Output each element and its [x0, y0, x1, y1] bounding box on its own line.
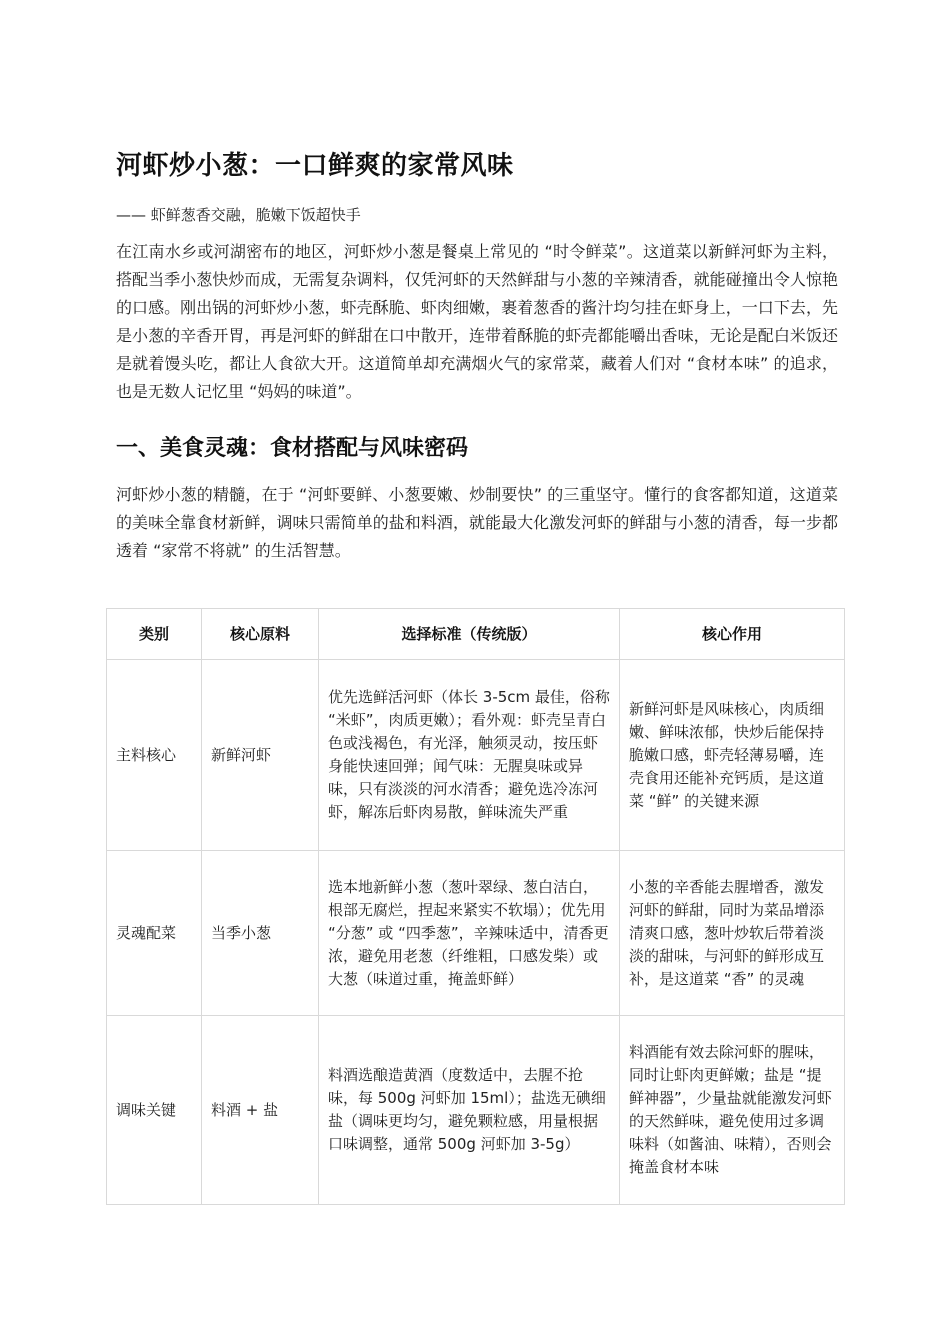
table-row: [107, 851, 845, 1016]
section-heading: 一、美食灵魂：食材搭配与风味密码: [116, 436, 469, 461]
header-role: 核心作用: [620, 609, 845, 660]
cell-category: 主料核心: [107, 660, 202, 851]
header-standard: 选择标准（传统版）: [319, 609, 620, 660]
cell-role: 料酒能有效去除河虾的腥味，同时让虾肉更鲜嫩；盐是 “提鲜神器”，少量盐就能激发河虾的天然鲜味，避免使用过多调味料（如酱油、味精），否则会掩盖食材本味: [620, 1016, 845, 1205]
cell-ingredient: 当季小葱: [202, 851, 319, 1016]
header-category: 类别: [107, 609, 202, 660]
intro-paragraph: 在江南水乡或河湖密布的地区，河虾炒小葱是餐桌上常见的 “时令鲜菜”。这道菜以新鲜河虾为主料，搭配当季小葱快炒而成，无需复杂调料，仅凭河虾的天然鲜甜与小葱的辛辣清香，就能碰撞出令人惊艳的口感。刚出锅的河虾炒小葱，虾壳酥脆、虾肉细嫩，裹着葱香的酱汁均匀挂在虾身上，一口下去，先是小葱的辛香开胃，再是河虾的鲜甜在口中散开，连带着酥脆的虾壳都能嚼出香味，无论是配白米饭还是就着馒头吃，都让人食欲大开。这道简单却充满烟火气的家常菜，藏着人们对 “食材本味” 的追求，也是无数人记忆里 “妈妈的味道”。: [116, 242, 838, 401]
cell-ingredient: 料酒 + 盐: [202, 1016, 319, 1205]
cell-standard: 选本地新鲜小葱（葱叶翠绿、葱白洁白，根部无腐烂，捏起来紧实不软塌）；优先用 “分葱” 或 “四季葱”，辛辣味适中，清香更浓，避免用老葱（纤维粗，口感发柴）或大葱（味道过重，掩盖虾鲜）: [319, 851, 620, 1016]
table-header-row: [107, 609, 845, 660]
cell-role: 新鲜河虾是风味核心，肉质细嫩、鲜味浓郁，快炒后能保持脆嫩口感，虾壳轻薄易嚼，连壳食用还能补充钙质，是这道菜 “鲜” 的关键来源: [620, 660, 845, 851]
cell-role: 小葱的辛香能去腥增香，激发河虾的鲜甜，同时为菜品增添清爽口感，葱叶炒软后带着淡淡的甜味，与河虾的鲜形成互补，是这道菜 “香” 的灵魂: [620, 851, 845, 1016]
section-paragraph: 河虾炒小葱的精髓，在于 “河虾要鲜、小葱要嫩、炒制要快” 的三重坚守。懂行的食客都知道，这道菜的美味全靠食材新鲜，调味只需简单的盐和料酒，就能最大化激发河虾的鲜甜与小葱的清香，每一步都透着 “家常不将就” 的生活智慧。: [116, 485, 838, 560]
page-subtitle: —— 虾鲜葱香交融，脆嫩下饭超快手: [116, 206, 361, 224]
table-row: [107, 1016, 845, 1205]
cell-standard: 优先选鲜活河虾（体长 3-5cm 最佳，俗称 “米虾”，肉质更嫩）；看外观：虾壳呈青白色或浅褐色，有光泽，触须灵动，按压虾身能快速回弹；闻气味：无腥臭味或异味，只有淡淡的河水清香；避免选冷冻河虾，解冻后虾肉易散，鲜味流失严重: [319, 660, 620, 851]
page-title: 河虾炒小葱：一口鲜爽的家常风味: [116, 151, 514, 181]
cell-standard: 料酒选酿造黄酒（度数适中，去腥不抢味，每 500g 河虾加 15ml）；盐选无碘细盐（调味更均匀，避免颗粒感，用量根据口味调整，通常 500g 河虾加 3-5g）: [319, 1016, 620, 1205]
ingredients-table: [106, 608, 845, 1205]
cell-category: 灵魂配菜: [107, 851, 202, 1016]
header-ingredient: 核心原料: [202, 609, 319, 660]
cell-category: 调味关键: [107, 1016, 202, 1205]
table-row: [107, 660, 845, 851]
cell-ingredient: 新鲜河虾: [202, 660, 319, 851]
